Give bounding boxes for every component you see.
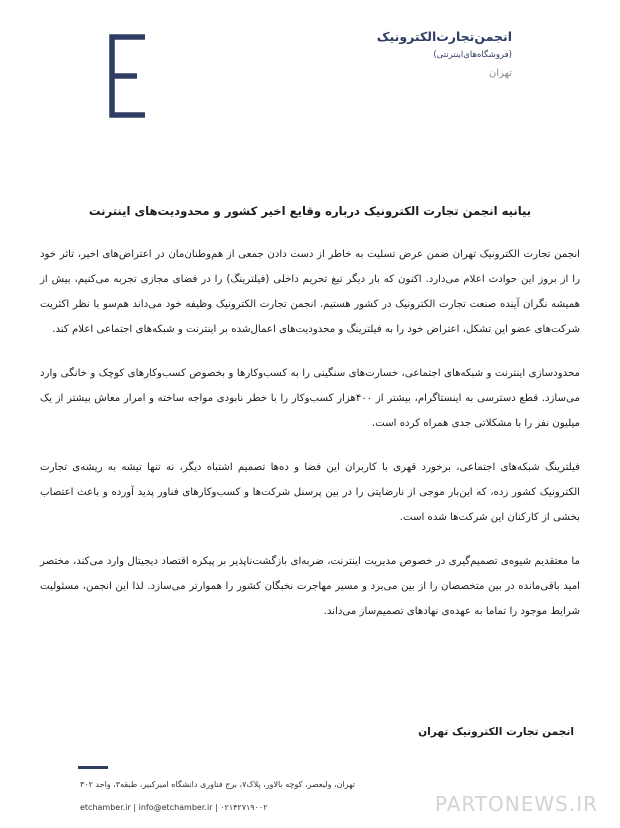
org-subtitle: (فروشگاه‌های‌اینترنتی) — [433, 50, 512, 60]
etchamber-logo — [107, 34, 149, 118]
document-title: بیانیه انجمن تجارت الکترونیک درباره وقایع اخیر کشور و محدودیت‌های اینترنت — [88, 204, 532, 218]
org-header — [292, 28, 512, 82]
paragraph-1: انجمن تجارت الکترونیک تهران ضمن عرض تسلیت به خاطر از دست دادن جمعی از هم‌وطنان‌مان در اعتراض‌های اخیر، تاثر خود را از بروز این حوادث اعلام می‌دارد. اکنون که بار دیگر تیغ تحریم داخلی (فیلترینگ) را در فضای مجازی تجربه می‌کنیم، بیش از همیشه نگران آینده صنعت تجارت الکترونیک در کشور هستیم. انجمن تجارت الکترونیک وظیفه خود می‌داند هم‌سو با نظر اکثریت شرکت‌های عضو این تشکل، اعتراض خود را به فیلترینگ و محدودیت‌های اعمال‌شده بر اینترنت و شبکه‌های اجتماعی اعلام کند. — [40, 249, 580, 335]
signature: انجمن تجارت الکترونیک تهران — [418, 726, 574, 738]
footer-contact: etchamber.ir | info@etchamber.ir | ۰۲۱۴۲۷۱۹۰۰۲ — [80, 803, 268, 812]
footer-address: تهران، ولیعصر، کوچه بالاور، پلاک۷، برج فناوری دانشگاه امیرکبیر، طبقه۳، واحد ۳۰۲ — [80, 780, 355, 789]
paragraph-2: محدودسازی اینترنت و شبکه‌های اجتماعی، خسارت‌های سنگینی را به کسب‌وکارها و بخصوص کسب‌وکارهای کوچک و خانگی وارد می‌سازد. قطع دسترسی به اینستاگرام، بیشتر از ۴۰۰هزار کسب‌وکار را با خطر نابودی مواجه ساخته و امرار معاش بیشتر از یک میلیون نفر را با مشکلاتی جدی همراه کرده است. — [40, 368, 580, 429]
statement-body — [40, 242, 580, 643]
paragraph-4: ما معتقدیم شیوه‌ی تصمیم‌گیری در خصوص مدیریت اینترنت، ضربه‌ای بازگشت‌ناپذیر بر پیکره اقتصاد دیجیتال وارد می‌کند، مختصر امید باقی‌مانده در بین متخصصان را از بین می‌برد و مسیر مهاجرت نخبگان کشور را هموارتر می‌سازد. لذا این انجمن، مسئولیت شرایط موجود را تماما به عهده‌ی نهادهای تصمیم‌ساز می‌داند. — [40, 556, 580, 617]
org-name: انجمن‌تجارت‌الکترونیک — [376, 29, 512, 44]
paragraph-3: فیلترینگ شبکه‌های اجتماعی، برخورد قهری با کاربران این فضا و ده‌ها تصمیم اشتباه دیگر، نه تنها تیشه به ریشه‌ی تجارت الکترونیک کشور زده، که این‌بار موجی از نارضایتی را در بین پرسنل شرکت‌ها و کسب‌وکارهای فناور پدید آورده و باعث اعتصاب بخشی از کارکنان این شرکت‌ها شده است. — [40, 462, 580, 523]
watermark: PARTONEWS.IR — [434, 792, 598, 816]
org-city: تهران — [488, 68, 512, 79]
footer-divider — [78, 766, 108, 769]
